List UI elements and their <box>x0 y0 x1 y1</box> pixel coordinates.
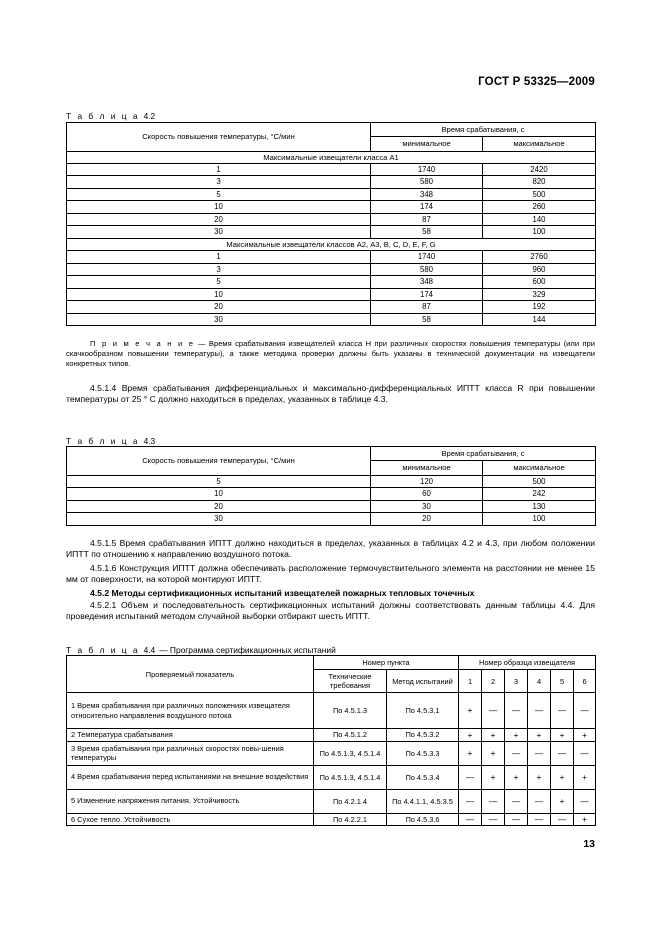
cell-min: 87 <box>371 213 483 226</box>
cell-sample-mark: — <box>528 813 551 826</box>
col-header-sample-5: 5 <box>551 670 574 693</box>
table-row <box>67 226 596 239</box>
cell-max: 130 <box>483 500 596 513</box>
cell-rate: 10 <box>67 488 371 501</box>
cell-max: 600 <box>483 276 596 289</box>
cell-sample-mark: + <box>528 729 551 742</box>
cell-rate: 30 <box>67 513 371 526</box>
cell-min: 60 <box>371 488 483 501</box>
page-content <box>66 0 595 936</box>
cell-sample-mark: + <box>574 813 596 826</box>
cell-min: 580 <box>371 176 483 189</box>
cell-indicator: 1 Время срабатывания при различных положениях извещателя относительно направления воздушного потока <box>67 693 314 729</box>
table-row <box>67 163 596 176</box>
col-header-rate: Скорость повышения температуры, °С/мин <box>67 447 371 476</box>
col-header-clause-group: Номер пункта <box>314 656 459 670</box>
cell-tech-req: По 4.5.1.3, 4.5.1.4 <box>314 741 387 765</box>
table-group-row <box>67 151 596 163</box>
cell-rate: 5 <box>67 276 371 289</box>
cell-max: 820 <box>483 176 596 189</box>
cell-test-method: По 4.5.3.2 <box>387 729 459 742</box>
table-row <box>67 656 596 670</box>
col-header-sample-1: 1 <box>459 670 482 693</box>
cell-min: 20 <box>371 513 483 526</box>
cell-sample-mark: + <box>459 693 482 729</box>
cell-test-method: По 4.5.3.6 <box>387 813 459 826</box>
table-row <box>67 729 596 742</box>
cell-sample-mark: + <box>482 765 505 789</box>
table-row <box>67 213 596 226</box>
col-header-max: максимальное <box>483 461 596 475</box>
cell-indicator: 2 Температура срабатывания <box>67 729 314 742</box>
heading-4-5-2: 4.5.2 Методы сертификационных испытаний извещателей пожарных тепловых точечных <box>90 588 475 598</box>
cell-sample-mark: — <box>528 789 551 813</box>
cell-max: 140 <box>483 213 596 226</box>
cell-max: 960 <box>483 263 596 276</box>
table-4-4-caption-prefix: Т а б л и ц а <box>66 645 140 655</box>
col-header-time-group: Время срабатывания, с <box>371 123 596 137</box>
cell-max: 100 <box>483 513 596 526</box>
cell-tech-req: По 4.5.1.3 <box>314 693 387 729</box>
table-4-3-caption-prefix: Т а б л и ц а <box>66 436 140 446</box>
col-header-min: минимальное <box>371 137 483 151</box>
cell-sample-mark: + <box>505 765 528 789</box>
cell-min: 87 <box>371 301 483 314</box>
cell-min: 1740 <box>371 251 483 264</box>
table-row <box>67 123 596 137</box>
table-row <box>67 789 596 813</box>
cell-sample-mark: — <box>551 741 574 765</box>
group-label-a1: Максимальные извещатели класса А1 <box>67 151 596 163</box>
table-4-4-wrapper <box>66 655 595 826</box>
col-header-rate: Скорость повышения температуры, °С/мин <box>67 123 371 152</box>
cell-indicator: 5 Изменение напряжения питания. Устойчивость <box>67 789 314 813</box>
table-4-2-caption-prefix: Т а б л и ц а <box>66 111 140 121</box>
cell-test-method: По 4.5.3.1 <box>387 693 459 729</box>
table-row <box>67 488 596 501</box>
cell-sample-mark: — <box>505 813 528 826</box>
note-block <box>66 339 595 369</box>
cell-indicator: 3 Время срабатывания при различных скоростях повы-шения температуры <box>67 741 314 765</box>
col-header-sample-2: 2 <box>482 670 505 693</box>
cell-max: 2420 <box>483 163 596 176</box>
note-label: П р и м е ч а н и е <box>90 339 195 348</box>
cell-min: 120 <box>371 475 483 488</box>
cell-tech-req: По 4.2.2.1 <box>314 813 387 826</box>
cell-max: 242 <box>483 488 596 501</box>
table-row <box>67 251 596 264</box>
cell-max: 500 <box>483 475 596 488</box>
cell-sample-mark: — <box>482 789 505 813</box>
cell-min: 174 <box>371 288 483 301</box>
table-row <box>67 513 596 526</box>
col-header-test-method: Метод испытаний <box>387 670 459 693</box>
cell-sample-mark: + <box>528 765 551 789</box>
table-4-4-caption-title: — Программа сертификационных испытаний <box>159 645 336 655</box>
table-group-row <box>67 238 596 250</box>
cell-sample-mark: + <box>505 729 528 742</box>
table-row <box>67 813 596 826</box>
cell-min: 30 <box>371 500 483 513</box>
cell-max: 192 <box>483 301 596 314</box>
col-header-max: максимальное <box>483 137 596 151</box>
cell-sample-mark: + <box>459 729 482 742</box>
cell-sample-mark: — <box>505 693 528 729</box>
table-row <box>67 447 596 461</box>
cell-sample-mark: — <box>459 789 482 813</box>
col-header-min: минимальное <box>371 461 483 475</box>
paragraph-4-5-1-4: 4.5.1.4 Время срабатывания дифференциальных и максимально-дифференциальных ИПТТ класса R при повышении температуры от 25 ° С должно находиться в пределах, указанных в таблице 4.3. <box>66 383 595 405</box>
cell-sample-mark: — <box>505 789 528 813</box>
cell-max: 329 <box>483 288 596 301</box>
table-4-4 <box>66 655 596 826</box>
cell-max: 144 <box>483 313 596 326</box>
cell-min: 174 <box>371 201 483 214</box>
cell-sample-mark: — <box>551 813 574 826</box>
cell-sample-mark: + <box>551 765 574 789</box>
note-paragraph <box>66 339 595 369</box>
table-row <box>67 500 596 513</box>
table-row <box>67 301 596 314</box>
cell-sample-mark: — <box>459 813 482 826</box>
cell-rate: 5 <box>67 475 371 488</box>
cell-max: 2760 <box>483 251 596 264</box>
cell-sample-mark: + <box>482 741 505 765</box>
cell-indicator: 6 Сухое тепло. Устойчивость <box>67 813 314 826</box>
cell-rate: 30 <box>67 313 371 326</box>
table-4-3-wrapper <box>66 446 595 526</box>
cell-rate: 3 <box>67 263 371 276</box>
col-header-sample-6: 6 <box>574 670 596 693</box>
cell-tech-req: По 4.5.1.2 <box>314 729 387 742</box>
cell-sample-mark: + <box>551 789 574 813</box>
table-4-2-caption-number: 4.2 <box>143 111 156 121</box>
cell-rate: 1 <box>67 251 371 264</box>
table-row <box>67 176 596 189</box>
table-row <box>67 276 596 289</box>
cell-min: 580 <box>371 263 483 276</box>
cell-min: 58 <box>371 313 483 326</box>
paragraph-4-5-1-4-block <box>66 383 595 405</box>
table-row <box>67 188 596 201</box>
cell-sample-mark: — <box>574 789 596 813</box>
cell-rate: 20 <box>67 500 371 513</box>
paragraph-4-5-2-1: 4.5.2.1 Объем и последовательность сертификационных испытаний должны соответствовать данным таблицы 4.4. Для проведения испытаний методом случайной выборки отбирают шесть ИПТТ. <box>66 600 595 622</box>
cell-min: 348 <box>371 276 483 289</box>
cell-sample-mark: + <box>482 729 505 742</box>
cell-min: 1740 <box>371 163 483 176</box>
cell-sample-mark: — <box>482 693 505 729</box>
col-header-time-group: Время срабатывания, с <box>371 447 596 461</box>
cell-rate: 3 <box>67 176 371 189</box>
cell-max: 100 <box>483 226 596 239</box>
cell-sample-mark: — <box>551 693 574 729</box>
paragraph-4-5-1-5: 4.5.1.5 Время срабатывания ИПТТ должно находиться в пределах, указанных в таблицах 4.2 и 4.3, при любом положении ИПТТ по отношению к направлению воздушного потока. <box>66 538 595 560</box>
cell-test-method: По 4.5.3.4 <box>387 765 459 789</box>
col-header-sample-4: 4 <box>528 670 551 693</box>
note-text: — Время срабатывания извещателей класса Н при различных скоростях повышения температуры (или при скачкообразном повышении температуры), а также методика проверки должны быть указаны в технической документации на извещатели конкретных типов. <box>66 339 595 368</box>
table-4-2 <box>66 122 596 326</box>
col-header-tech-req: Технические требования <box>314 670 387 693</box>
table-row <box>67 313 596 326</box>
cell-tech-req: По 4.2.1.4 <box>314 789 387 813</box>
table-4-3 <box>66 446 596 526</box>
group-label-a2-g: Максимальные извещатели классов А2, А3, В, С, D, Е, F, G <box>67 238 596 250</box>
table-row <box>67 765 596 789</box>
cell-rate: 20 <box>67 301 371 314</box>
cell-indicator: 4 Время срабатывания перед испытаниями на внешние воздействия <box>67 765 314 789</box>
table-row <box>67 201 596 214</box>
paragraph-4-5-2-1-block <box>66 600 595 622</box>
table-4-2-wrapper <box>66 122 595 326</box>
cell-rate: 10 <box>67 201 371 214</box>
col-header-indicator: Проверяемый показатель <box>67 656 314 693</box>
cell-sample-mark: — <box>459 765 482 789</box>
cell-sample-mark: + <box>574 729 596 742</box>
cell-rate: 20 <box>67 213 371 226</box>
col-header-sample-group: Номер образца извещателя <box>459 656 596 670</box>
cell-sample-mark: + <box>551 729 574 742</box>
paragraph-4-5-1-6: 4.5.1.6 Конструкция ИПТТ должна обеспечивать расположение термочувствительного элемента на расстоянии не менее 15 мм от поверхности, на которой монтируют ИПТТ. <box>66 563 595 585</box>
cell-rate: 5 <box>67 188 371 201</box>
cell-rate: 10 <box>67 288 371 301</box>
table-row <box>67 693 596 729</box>
cell-sample-mark: + <box>574 765 596 789</box>
table-4-3-caption-number: 4.3 <box>143 436 156 446</box>
paragraph-4-5-1-6-block <box>66 563 595 585</box>
cell-min: 348 <box>371 188 483 201</box>
cell-sample-mark: — <box>505 741 528 765</box>
table-row <box>67 741 596 765</box>
paragraph-4-5-1-5-block <box>66 538 595 560</box>
cell-max: 260 <box>483 201 596 214</box>
cell-rate: 1 <box>67 163 371 176</box>
col-header-sample-3: 3 <box>505 670 528 693</box>
table-row <box>67 475 596 488</box>
heading-4-5-2-block <box>66 588 595 599</box>
cell-sample-mark: — <box>528 693 551 729</box>
table-4-4-caption-number: 4.4 <box>143 645 156 655</box>
standard-header: ГОСТ Р 53325—2009 <box>478 76 595 88</box>
page-number: 13 <box>583 838 595 850</box>
cell-sample-mark: — <box>528 741 551 765</box>
cell-test-method: По 4.5.3.3 <box>387 741 459 765</box>
table-row <box>67 263 596 276</box>
cell-tech-req: По 4.5.1.3, 4.5.1.4 <box>314 765 387 789</box>
cell-sample-mark: — <box>574 693 596 729</box>
cell-rate: 30 <box>67 226 371 239</box>
cell-max: 500 <box>483 188 596 201</box>
cell-sample-mark: — <box>482 813 505 826</box>
cell-sample-mark: + <box>459 741 482 765</box>
table-row <box>67 288 596 301</box>
cell-min: 58 <box>371 226 483 239</box>
cell-sample-mark: — <box>574 741 596 765</box>
cell-test-method: По 4.4.1.1, 4.5.3.5 <box>387 789 459 813</box>
